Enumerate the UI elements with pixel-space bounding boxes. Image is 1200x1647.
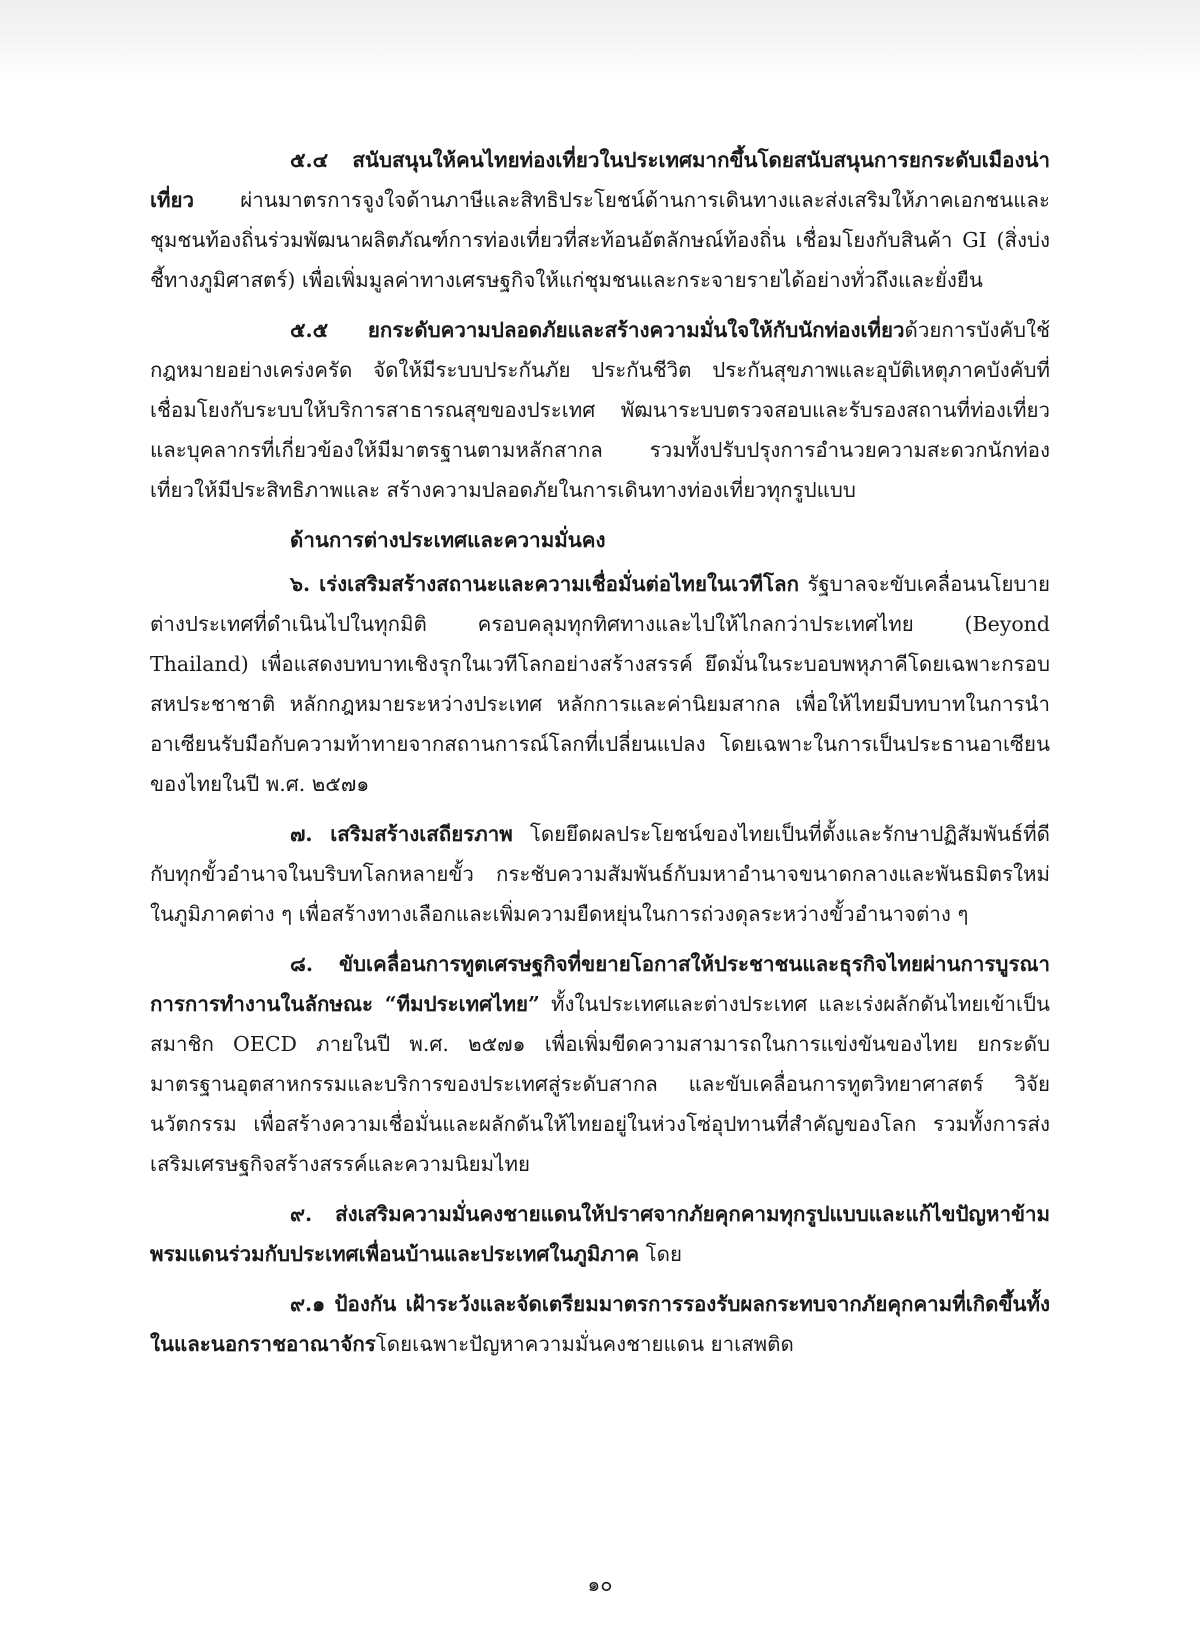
- paragraph-9-1-body: โดยเฉพาะปัญหาความมั่นคงชายแดน ยาเสพติด: [375, 1332, 794, 1356]
- paragraph-5-4-body: ผ่านมาตรการจูงใจด้านภาษีและสิทธิประโยชน์ด้านการเดินทางและส่งเสริมให้ภาคเอกชนและชุมชนท้องถิ่นร่วมพัฒนาผลิตภัณฑ์การท่องเที่ยวที่สะท้อนอัตลักษณ์ท้องถิ่น เชื่อมโยงกับสินค้า GI (สิ่งบ่งชี้ทางภูมิศาสตร์) เพื่อเพิ่มมูลค่าทางเศรษฐกิจให้แก่ชุมชนและกระจายรายได้อย่างทั่วถึงและยั่งยืน: [150, 188, 1050, 292]
- section-heading-foreign-affairs: ด้านการต่างประเทศและความมั่นคง: [290, 528, 606, 552]
- paragraph-5-5: [150, 310, 1050, 510]
- paragraph-7: [150, 814, 1050, 934]
- paragraph-8-lead: ๘. ขับเคลื่อนการทูตเศรษฐกิจที่ขยายโอกาสให้ประชาชนและธุรกิจไทยผ่านการบูรณาการการทำงานในลักษณะ “ทีมประเทศไทย”: [150, 952, 1050, 1016]
- paragraph-9-lead: ๙. ส่งเสริมความมั่นคงชายแดนให้ปราศจากภัยคุกคามทุกรูปแบบและแก้ไขปัญหาข้ามพรมแดนร่วมกับประเทศเพื่อนบ้านและประเทศในภูมิภาค: [150, 1202, 1050, 1266]
- paragraph-8-body: ทั้งในประเทศและต่างประเทศ และเร่งผลักดันไทยเข้าเป็นสมาชิก OECD ภายในปี พ.ศ. ๒๕๗๑ เพื่อเพิ่มขีดความสามารถในการแข่งขันของไทย ยกระดับมาตรฐานอุตสาหกรรมและบริการของประเทศสู่ระดับสากล และขับเคลื่อนการทูตวิทยาศาสตร์ วิจัย นวัตกรรม เพื่อสร้างความเชื่อมั่นและผลักดันให้ไทยอยู่ในห่วงโซ่อุปทานที่สำคัญของโลก รวมทั้งการส่งเสริมเศรษฐกิจสร้างสรรค์และความนิยมไทย: [150, 992, 1050, 1176]
- paragraph-9: [150, 1194, 1050, 1274]
- document-page: [150, 140, 1050, 1374]
- scan-top-shadow: [0, 0, 1200, 80]
- paragraph-9-1-lead: ๙.๑ ป้องกัน เฝ้าระวังและจัดเตรียมมาตรการรองรับผลกระทบจากภัยคุกคามที่เกิดขึ้นทั้งในและนอกราชอาณาจักร: [150, 1292, 1050, 1356]
- paragraph-9-body: โดย: [639, 1242, 682, 1266]
- paragraph-5-5-lead: ๕.๕ ยกระดับความปลอดภัยและสร้างความมั่นใจให้กับนักท่องเที่ยว: [290, 318, 905, 342]
- paragraph-5-4: [150, 140, 1050, 300]
- paragraph-8: [150, 944, 1050, 1184]
- paragraph-5-4-lead: ๕.๔ สนับสนุนให้คนไทยท่องเที่ยวในประเทศมากขึ้นโดยสนับสนุนการยกระดับเมืองน่าเที่ยว: [150, 148, 1050, 212]
- paragraph-9-1: [150, 1284, 1050, 1364]
- page-number: ๑๐: [587, 1572, 613, 1596]
- paragraph-6-lead: ๖. เร่งเสริมสร้างสถานะและความเชื่อมั่นต่อไทยในเวทีโลก: [290, 572, 799, 596]
- paragraph-7-body: โดยยึดผลประโยชน์ของไทยเป็นที่ตั้งและรักษาปฏิสัมพันธ์ที่ดีกับทุกขั้วอำนาจในบริบทโลกหลายขั้ว กระชับความสัมพันธ์กับมหาอำนาจขนาดกลางและพันธมิตรใหม่ในภูมิภาคต่าง ๆ เพื่อสร้างทางเลือกและเพิ่มความยืดหยุ่นในการถ่วงดุลระหว่างขั้วอำนาจต่าง ๆ: [150, 822, 1050, 926]
- paragraph-5-5-body: ด้วยการบังคับใช้กฎหมายอย่างเคร่งครัด จัดให้มีระบบประกันภัย ประกันชีวิต ประกันสุขภาพและอุบัติเหตุภาคบังคับที่เชื่อมโยงกับระบบให้บริการสาธารณสุขของประเทศ พัฒนาระบบตรวจสอบและรับรองสถานที่ท่องเที่ยวและบุคลากรที่เกี่ยวข้องให้มีมาตรฐานตามหลักสากล รวมทั้งปรับปรุงการอำนวยความสะดวกนักท่องเที่ยวให้มีประสิทธิภาพและ สร้างความปลอดภัยในการเดินทางท่องเที่ยวทุกรูปแบบ: [150, 318, 1050, 502]
- paragraph-6-body: รัฐบาลจะขับเคลื่อนนโยบายต่างประเทศที่ดำเนินไปในทุกมิติ ครอบคลุมทุกทิศทางและไปให้ไกลกว่าประเทศไทย (Beyond Thailand) เพื่อแสดงบทบาทเชิงรุกในเวทีโลกอย่างสร้างสรรค์ ยึดมั่นในระบอบพหุภาคีโดยเฉพาะกรอบสหประชาชาติ หลักกฎหมายระหว่างประเทศ หลักการและค่านิยมสากล เพื่อให้ไทยมีบทบาทในการนำอาเซียนรับมือกับความท้าทายจากสถานการณ์โลกที่เปลี่ยนแปลง โดยเฉพาะในการเป็นประธานอาเซียนของไทยในปี พ.ศ. ๒๕๗๑: [150, 572, 1050, 796]
- paragraph-7-lead: ๗. เสริมสร้างเสถียรภาพ: [290, 822, 513, 846]
- paragraph-6: [150, 564, 1050, 804]
